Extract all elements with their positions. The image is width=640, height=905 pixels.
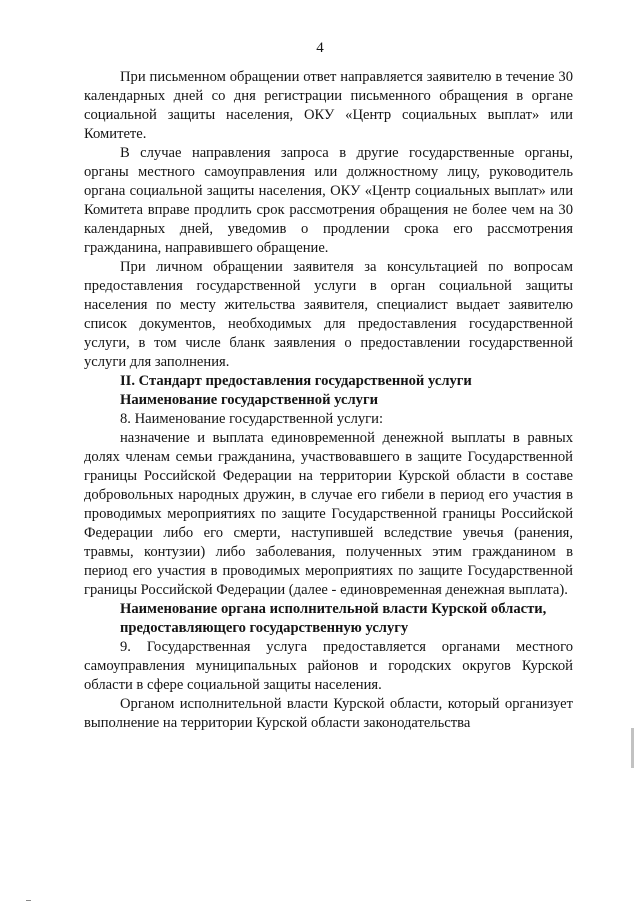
paragraph-executive-authority: Органом исполнительной власти Курской области, который организует выполнение на территории Курской области законодательства: [84, 696, 573, 731]
scan-edge-mark: [631, 728, 634, 768]
paragraph-request-extension: В случае направления запроса в другие государственные органы, органы местного самоуправления или должностному лицу, руководитель органа социальной защиты населения, ОКУ «Центр социальных выплат» или Комитета вправе продлить срок рассмотрения обращения не более чем на 30 календарных дней, уведомив о продлении срока его рассмотрения гражданина, направившего обращение.: [84, 145, 573, 256]
subheading-authority: [84, 600, 573, 638]
page-number: 4: [316, 40, 324, 56]
scan-dash-mark: [26, 900, 31, 901]
subheading-authority-line-1: Наименование органа исполнительной власти Курской области,: [120, 601, 547, 617]
item-9: 9. Государственная услуга предоставляется органами местного самоуправления муниципальных районов и городских округов Курской области в сфере социальной защиты населения.: [84, 639, 573, 693]
item-8-title: 8. Наименование государственной услуги:: [120, 411, 384, 427]
page-content: [84, 68, 573, 733]
paragraph-written-appeal: При письменном обращении ответ направляется заявителю в течение 30 календарных дней со дня регистрации письменного обращения в органе социальной защиты населения, ОКУ «Центр социальных выплат» или Комитете.: [84, 69, 573, 142]
section-heading: II. Стандарт предоставления государственной услуги: [120, 373, 472, 389]
subheading-service-name: Наименование государственной услуги: [120, 392, 378, 408]
subheading-authority-line-2: предоставляющего государственную услугу: [120, 620, 409, 636]
paragraph-personal-appeal: При личном обращении заявителя за консультацией по вопросам предоставления государственной услуги в орган социальной защиты населения по месту жительства заявителя, специалист выдает заявителю список документов, необходимых для предоставления государственной услуги, в том числе бланк заявления о предоставлении государственной услуги для заполнения.: [84, 259, 573, 370]
item-8-body: назначение и выплата единовременной денежной выплаты в равных долях членам семьи гражданина, участвовавшего в защите Государственной границы Российской Федерации на территории Курской области в составе добровольных народных дружин, в случае его гибели в период его участия в проводимых мероприятиях по защите Государственной границы Российской Федерации либо его смерти, наступившей вследствие увечья (ранения, травмы, контузии) либо заболевания, полученных этим гражданином в период его участия в проводимых мероприятиях по защите Государственной границы Российской Федерации (далее - единовременная денежная выплата).: [84, 430, 573, 598]
